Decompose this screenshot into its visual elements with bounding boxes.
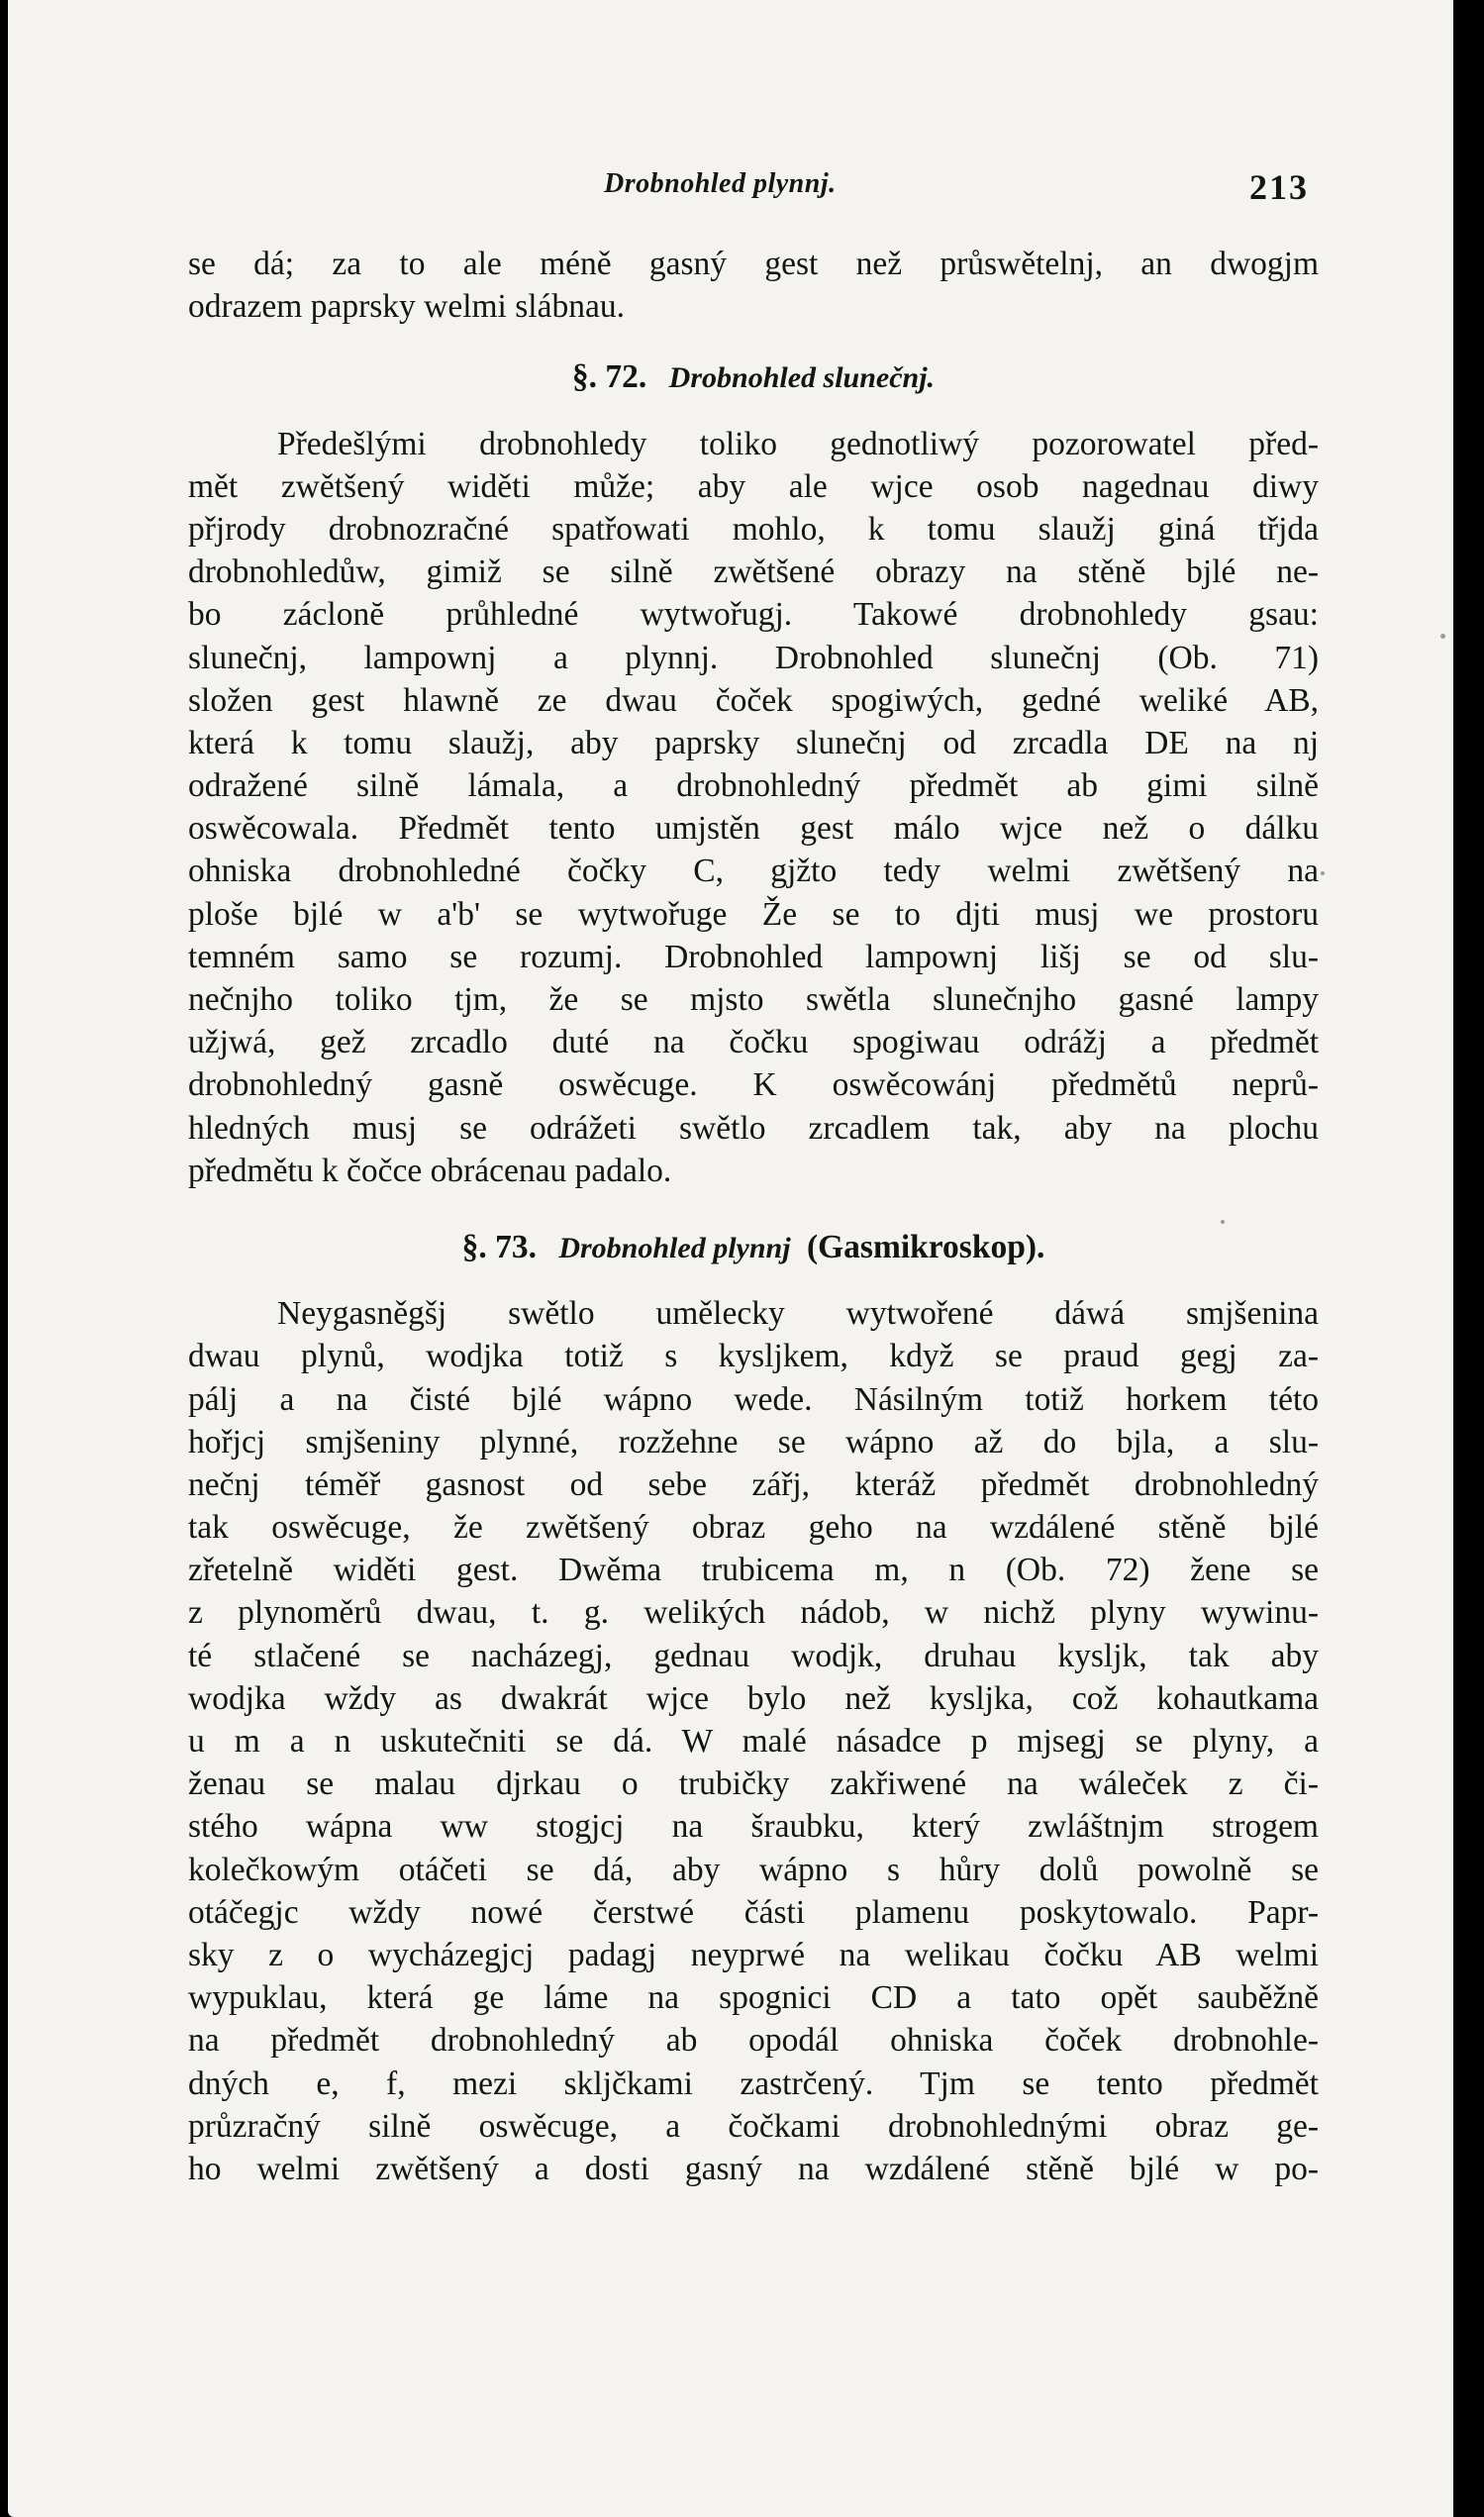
text-line: ho welmi zwětšený a dosti gasný na wzdálené stěně bjlé w po-: [188, 2150, 1319, 2187]
text-line: z plynoměrů dwau, t. g. welikých nádob, w nichž plyny wywinu-: [188, 1594, 1319, 1632]
text-line: průzračný silně oswěcuge, a čočkami drobnohlednými obraz ge-: [188, 2107, 1319, 2145]
text-line: ženau se malau djrkau o trubičky zakřiwené na wáleček z či-: [188, 1765, 1319, 1803]
text-line: Neygasněgšj swětlo umělecky wytwořené dáwá smjšenina: [277, 1295, 1319, 1333]
text-line: která k tomu slaužj, aby paprsky slunečnj od zrcadla DE na nj: [188, 724, 1319, 761]
text-line: ploše bjlé w a'b' se wytwořuge Že se to djti musj we prostoru: [188, 895, 1319, 933]
body-text: [188, 243, 1319, 2190]
section-number: §. 73.: [461, 1228, 537, 1265]
text-line: stého wápna ww stogjcj na šraubku, který zwláštnjm strogem: [188, 1808, 1319, 1846]
running-title: Drobnohled plynnj.: [604, 168, 837, 199]
text-line: odražené silně lámala, a drobnohledný předmět ab gimi silně: [188, 767, 1319, 805]
text-line: předmětu k čočce obrácenau padalo.: [188, 1152, 672, 1189]
section-heading-73: [188, 1226, 1319, 1268]
text-line: otáčegjc wždy nowé čerstwé části plamenu poskytowalo. Papr-: [188, 1893, 1319, 1931]
text-line: pálj a na čisté bjlé wápno wede. Násilným totiž horkem této: [188, 1380, 1319, 1418]
text-line: dných e, f, mezi skljčkami zastrčený. Tjm se tento předmět: [188, 2064, 1319, 2102]
text-line: oswěcowala. Předmět tento umjstěn gest málo wjce než o dálku: [188, 810, 1319, 848]
text-line: té stlačené se nacházegj, gednau wodjk, druhau kysljk, tak aby: [188, 1637, 1319, 1674]
text-line: hledných musj se odrážeti swětlo zrcadlem tak, aby na plochu: [188, 1109, 1319, 1147]
page-number: 213: [1249, 167, 1309, 207]
text-line: mět zwětšený widěti může; aby ale wjce osob nagednau diwy: [188, 467, 1319, 505]
spacer: [188, 399, 1319, 423]
text-line: bo záclonĕ průhledné wytwořugj. Takowé drobnohledy gsau:: [188, 596, 1319, 634]
scan-speck: [1321, 871, 1325, 875]
spacer: [188, 1268, 1319, 1292]
text-line: nečnj téměř gasnost od sebe zářj, kteráž předmět drobnohledný: [188, 1465, 1319, 1503]
text-line: přjrody drobnozračné spatřowati mohlo, k tomu slaužj giná třjda: [188, 510, 1319, 548]
text-line: drobnohledný gasně oswěcuge. K oswěcowánj předmětů neprů-: [188, 1066, 1319, 1104]
section-number: §. 72.: [571, 358, 647, 396]
text-line: sky z o wycházegjcj padagj neyprwé na welikau čočku AB welmi: [188, 1936, 1319, 1973]
text-line: slunečnj, lampownj a plynnj. Drobnohled slunečnj (Ob. 71): [188, 639, 1319, 676]
text-line: nečnjho toliko tjm, že se mjsto swětla slunečnjho gasné lampy: [188, 981, 1319, 1018]
text-line: dwau plynů, wodjka totiž s kysljkem, když se praud gegj za-: [188, 1338, 1319, 1375]
text-line: hořjcj smjšeniny plynné, rozžehne se wápno až do bjla, a slu-: [188, 1423, 1319, 1460]
text-line: tak oswěcuge, že zwětšený obraz geho na wzdálené stěně bjlé: [188, 1509, 1319, 1547]
text-line: se dá; za to ale méně gasný gest než průswětelnj, an dwogjm: [188, 246, 1319, 282]
spacer: [188, 1192, 1319, 1226]
text-line: ohniska drobnohledné čočky C, gjžto tedy welmi zwětšený na: [188, 853, 1319, 890]
section-subtitle: (Gasmikroskop).: [806, 1228, 1045, 1265]
text-line: temném samo se rozumj. Drobnohled lampownj lišj se od slu-: [188, 938, 1319, 975]
section-title: Drobnohled slunečnj.: [668, 361, 936, 395]
text-line: u m a n uskutečniti se dá. W malé násadce p mjsegj se plyny, a: [188, 1723, 1319, 1760]
text-line: zřetelně widěti gest. Dwěma trubicema m, n (Ob. 72) žene se: [188, 1552, 1319, 1589]
text-line: složen gest hlawně ze dwau čoček spogiwých, gedné weliké AB,: [188, 681, 1319, 719]
text-line: kolečkowým otáčeti se dá, aby wápno s hůry dolů powolně se: [188, 1851, 1319, 1888]
text-line: na předmět drobnohledný ab opodál ohniska čoček drobnohle-: [188, 2022, 1319, 2060]
scan-speck: [1440, 634, 1445, 639]
text-line: Předešlými drobnohledy toliko gednotliwý pozorowatel před-: [277, 425, 1319, 462]
text-line: odrazem paprsky welmi slábnau.: [188, 288, 625, 326]
text-line: wypuklau, která ge láme na spognici CD a tato opět sauběžně: [188, 1979, 1319, 2017]
section-title: Drobnohled plynnj: [558, 1231, 791, 1264]
text-line: drobnohledůw, gimiž se silně zwětšené obrazy na stěně bjlé ne-: [188, 554, 1319, 591]
text-line: wodjka wždy as dwakrát wjce bylo než kysljka, což kohautkama: [188, 1679, 1319, 1717]
spacer: [188, 328, 1319, 355]
page-header: [188, 166, 1327, 216]
section-heading-72: [188, 355, 1319, 398]
text-line: užjwá, gež zrcadlo duté na čočku spogiwau odrážj a předmět: [188, 1024, 1319, 1061]
